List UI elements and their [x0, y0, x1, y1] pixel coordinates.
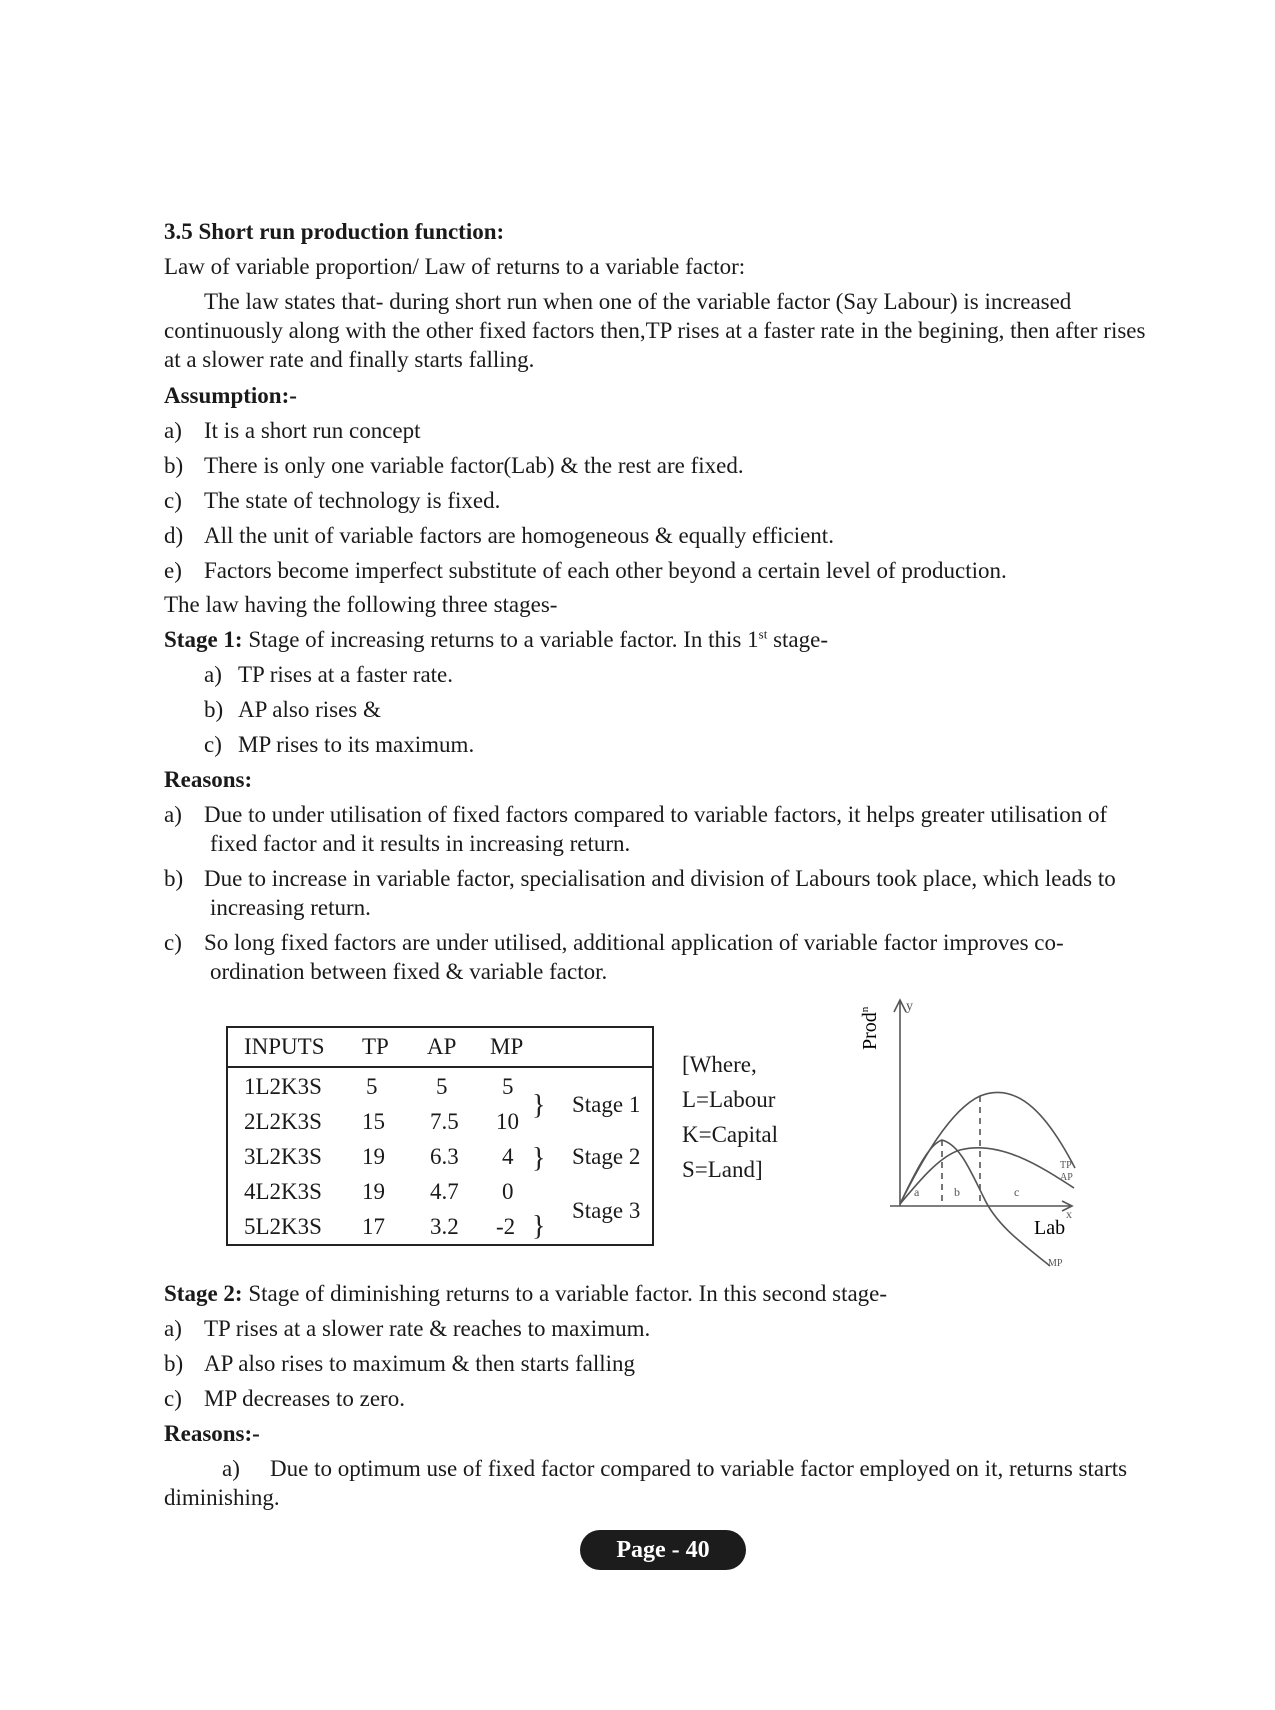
assumption-item: c) The state of technology is fixed.: [164, 488, 501, 513]
stage1-heading: Stage 1: Stage of increasing returns to a variable factor. In this 1st stage-: [164, 626, 828, 652]
law-statement-line: The law states that- during short run when one of the variable factor (Say Labour) is increased: [204, 289, 1072, 314]
reason-item-cont: fixed factor and it results in increasing return.: [210, 831, 631, 856]
reason-item: b) Due to increase in variable factor, specialisation and division of Labours took place, which leads to: [164, 866, 1116, 891]
reasons-heading: Reasons:: [164, 767, 253, 792]
table-cell: 5L2K3S: [244, 1214, 322, 1239]
stage-label: Stage 2: [572, 1144, 641, 1169]
table-cell: 7.5: [430, 1109, 459, 1134]
where-line: [Where,: [682, 1052, 757, 1077]
where-line: L=Labour: [682, 1087, 776, 1112]
x-axis-letter: x: [1066, 1207, 1072, 1221]
stage-mark-c: c: [1014, 1185, 1020, 1199]
table-cell: 4: [502, 1144, 514, 1169]
production-table: [226, 1026, 654, 1246]
x-label: Lab: [1034, 1217, 1066, 1239]
table-cell: 3L2K3S: [244, 1144, 322, 1169]
table-cell: -2: [496, 1214, 516, 1239]
table-cell: 15: [362, 1109, 385, 1134]
table-cell: 2L2K3S: [244, 1109, 322, 1134]
table-cell: 1L2K3S: [244, 1074, 322, 1099]
reason-item: a) Due to under utilisation of fixed factors compared to variable factors, it helps greater utilisation of: [164, 802, 1108, 827]
assumption-heading: Assumption:-: [164, 383, 297, 408]
table-cell: 5: [502, 1074, 514, 1099]
stage2-item: c) MP decreases to zero.: [164, 1386, 405, 1411]
table-cell: 5: [366, 1074, 378, 1099]
table-cell: 10: [496, 1109, 519, 1134]
table-cell: 4.7: [430, 1179, 459, 1204]
table-header-cell: AP: [427, 1034, 457, 1059]
reason-item-cont: ordination between fixed & variable factor.: [210, 959, 608, 984]
page-number-badge: Page - 40: [580, 1530, 746, 1570]
stage-label: Stage 3: [572, 1198, 641, 1223]
where-line: S=Land]: [682, 1157, 763, 1182]
table-cell: 19: [362, 1144, 385, 1169]
stage-mark-b: b: [954, 1185, 960, 1199]
y-label: Prod$^n$: [859, 1006, 881, 1050]
law-statement-line: continuously along with the other fixed factors then,TP rises at a faster rate in the begining, then after rises: [164, 318, 1146, 343]
reason-item-cont: increasing return.: [210, 895, 371, 920]
stages-intro: The law having the following three stages-: [164, 592, 558, 617]
mp-curve: [900, 1140, 1050, 1266]
table-cell: 4L2K3S: [244, 1179, 322, 1204]
brace-icon: }: [532, 1211, 546, 1242]
ap-label: AP: [1060, 1172, 1073, 1183]
brace-icon: }: [532, 1090, 546, 1121]
stage1-item: a) TP rises at a faster rate.: [204, 662, 453, 687]
reason-item: c) So long fixed factors are under utilised, additional application of variable factor improves co-: [164, 930, 1064, 955]
mp-label: MP: [1048, 1258, 1063, 1269]
production-graph: [850, 990, 1080, 1280]
table-cell: 5: [436, 1074, 448, 1099]
where-line: K=Capital: [682, 1122, 779, 1147]
table-cell: 6.3: [430, 1144, 459, 1169]
stage-label: Stage 1: [572, 1092, 641, 1117]
assumption-item: e) Factors become imperfect substitute of each other beyond a certain level of production.: [164, 558, 1007, 583]
assumption-item: b) There is only one variable factor(Lab) & the rest are fixed.: [164, 453, 744, 478]
stage1-item: b) AP also rises &: [204, 697, 381, 722]
table-cell: 0: [502, 1179, 514, 1204]
stage2-heading: Stage 2: Stage of diminishing returns to a variable factor. In this second stage-: [164, 1281, 888, 1306]
law-statement-line: at a slower rate and finally starts falling.: [164, 347, 535, 372]
reasons2-heading: Reasons:-: [164, 1421, 260, 1446]
brace-icon: }: [532, 1143, 546, 1174]
reason2-item: a) Due to optimum use of fixed factor compared to variable factor employed on it, returns starts: [222, 1456, 1128, 1481]
table-cell: 3.2: [430, 1214, 459, 1239]
table-cell: 17: [362, 1214, 385, 1239]
y-axis-letter: y: [906, 999, 913, 1014]
stage2-item: b) AP also rises to maximum & then starts falling: [164, 1351, 635, 1376]
assumption-item: d) All the unit of variable factors are homogeneous & equally efficient.: [164, 523, 834, 548]
table-cell: 19: [362, 1179, 385, 1204]
law-title: Law of variable proportion/ Law of returns to a variable factor:: [164, 254, 746, 279]
section-title: 3.5 Short run production function:: [164, 219, 505, 244]
stage-mark-a: a: [914, 1185, 920, 1199]
stage1-item: c) MP rises to its maximum.: [204, 732, 475, 757]
table-header-cell: INPUTS: [244, 1034, 325, 1059]
table-header-cell: MP: [490, 1034, 524, 1059]
assumption-item: a) It is a short run concept: [164, 418, 421, 443]
tp-label: TP: [1060, 1160, 1072, 1171]
stage2-item: a) TP rises at a slower rate & reaches to maximum.: [164, 1316, 651, 1341]
table-header-cell: TP: [362, 1034, 389, 1059]
table-header-row: [228, 1028, 652, 1068]
reason2-item-cont: diminishing.: [164, 1485, 280, 1510]
